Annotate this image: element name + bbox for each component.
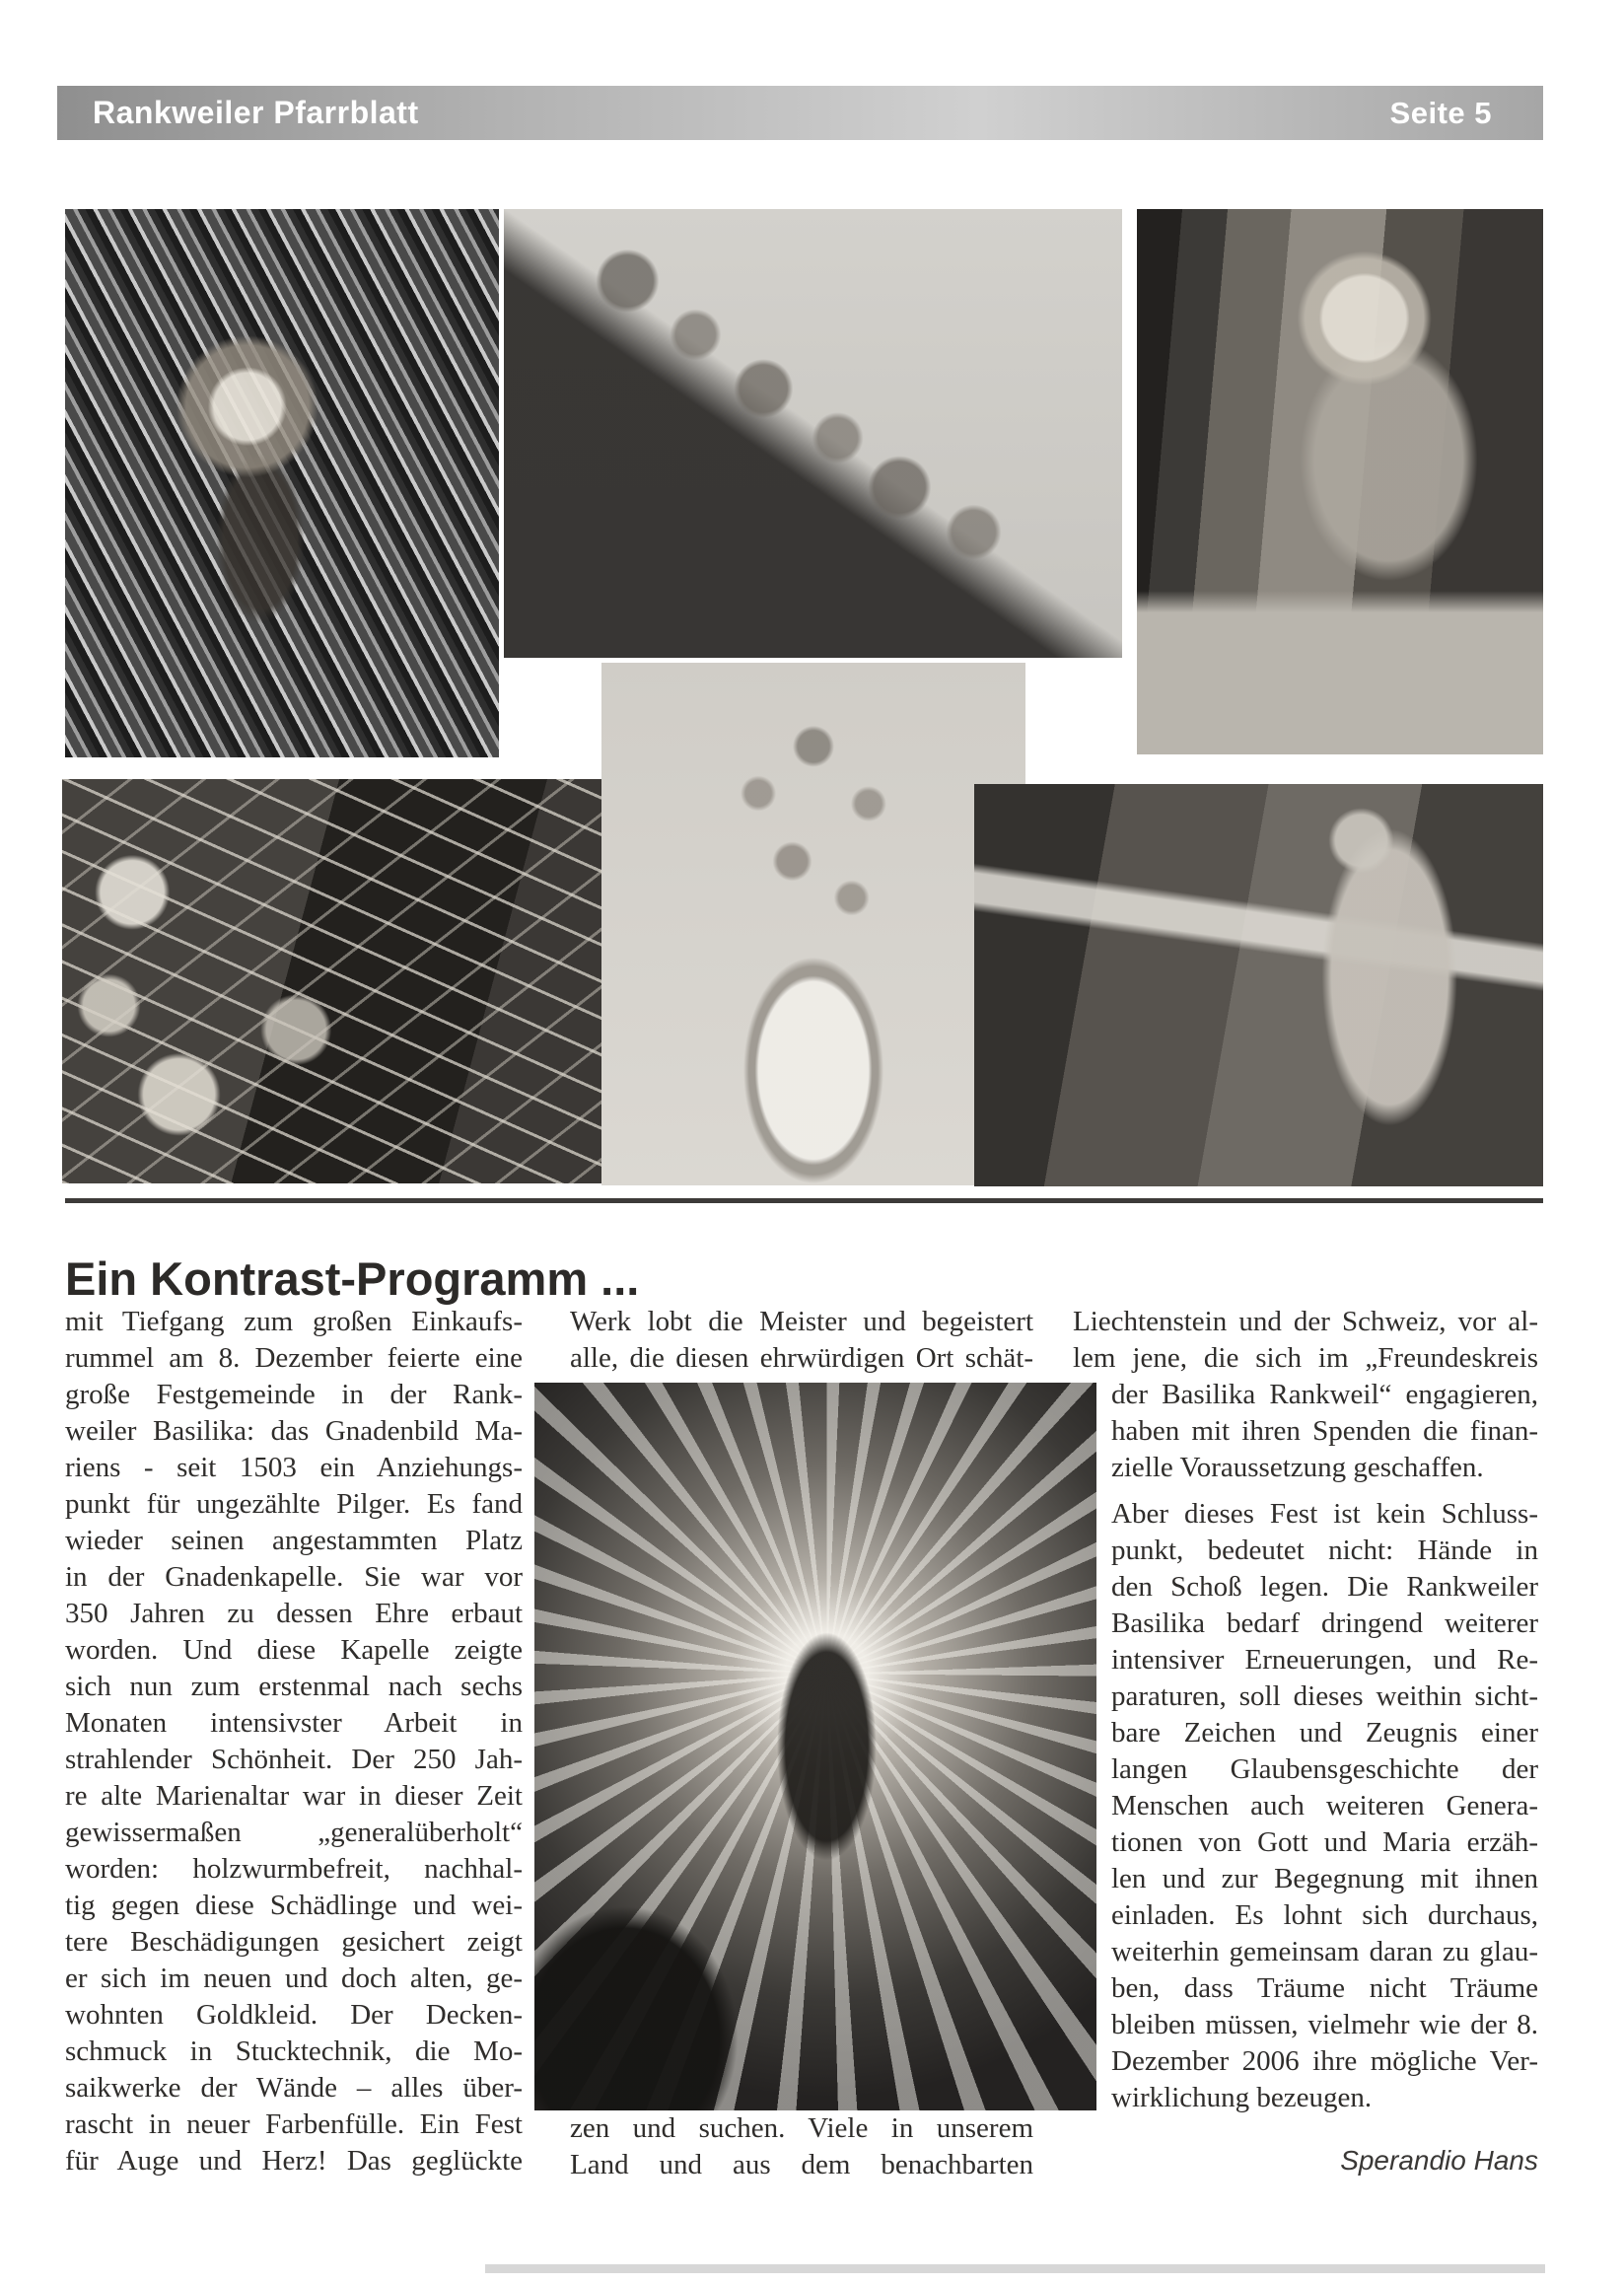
text-line: weiterhin gemeinsam daran zu glau- <box>1111 1936 1538 1967</box>
photo-material-baskets <box>62 779 647 1183</box>
text-line: bare Zeichen und Zeugnis einer <box>1111 1717 1538 1749</box>
text-line: gewissermaßen „generalüberholt“ <box>65 1817 523 1848</box>
text-line: schmuck in Stucktechnik, die Mo- <box>65 2035 523 2067</box>
text-line: wieder seinen angestammten Platz <box>65 1525 523 1556</box>
text-line: re alte Marienaltar war in dieser Zeit <box>65 1780 523 1812</box>
column-1-text <box>65 1304 523 2179</box>
photo-stucco-flower-ornament <box>601 663 1025 1185</box>
text-line: wohnten Goldkleid. Der Decken- <box>65 1999 523 2031</box>
text-line: in der Gnadenkapelle. Sie war vor <box>65 1561 523 1593</box>
text-line: einladen. Es lohnt sich durchaus, <box>1111 1899 1538 1931</box>
text-line: Menschen auch weiteren Genera- <box>1111 1790 1538 1821</box>
text-line: bleiben müssen, vielmehr wie der 8. <box>1111 2009 1538 2040</box>
photo-man-working-on-altar <box>974 784 1543 1186</box>
text-line: intensiver Erneuerungen, und Re- <box>1111 1644 1538 1676</box>
text-line: strahlender Schönheit. Der 250 Jah- <box>65 1744 523 1775</box>
text-line: 350 Jahren zu dessen Ehre erbaut <box>65 1598 523 1629</box>
text-line: große Festgemeinde in der Rank- <box>65 1379 523 1410</box>
text-line: Land und aus dem benachbarten <box>570 2149 1033 2180</box>
text-line: Monaten intensivster Arbeit in <box>65 1707 523 1739</box>
text-line: tig gegen diese Schädlinge und wei- <box>65 1890 523 1921</box>
text-line: rummel am 8. Dezember feierte eine <box>65 1342 523 1374</box>
article-column-1 <box>65 1304 523 2179</box>
article-column-2 <box>534 1304 1096 2183</box>
text-line: langen Glaubensgeschichte der <box>1111 1753 1538 1785</box>
text-line: der Basilika Rankweil“ engagieren, <box>1111 1379 1538 1410</box>
text-line: punkt für ungezählte Pilger. Es fand <box>65 1488 523 1520</box>
column-2-bottom-text <box>570 2110 1033 2183</box>
article-column-3 <box>1073 1304 1538 2178</box>
text-line: lem jene, die sich im „Freundeskreis <box>1073 1342 1538 1374</box>
text-line: alle, die diesen ehrwürdigen Ort schät- <box>570 1342 1033 1374</box>
text-line: tere Beschädigungen gesichert zeigt <box>65 1926 523 1958</box>
text-line: er sich im neuen und doch alten, ge- <box>65 1963 523 1994</box>
text-line: tionen von Gott und Maria erzäh- <box>1111 1826 1538 1858</box>
text-line: riens - seit 1503 ein Anziehungs- <box>65 1452 523 1483</box>
text-line: saikwerke der Wände – alles über- <box>65 2072 523 2104</box>
photo-woman-restorer <box>1137 209 1543 754</box>
header-bar <box>57 86 1543 140</box>
text-line: für Auge und Herz! Das geglückte <box>65 2145 523 2177</box>
newsletter-title: Rankweiler Pfarrblatt <box>93 95 419 130</box>
column-2-top-text <box>570 1304 1033 1377</box>
text-line: zielle Voraussetzung geschaffen. <box>1111 1452 1484 1483</box>
column-3-intro-text <box>1073 1304 1538 1377</box>
page-bottom-rule <box>485 2264 1545 2273</box>
photo-madonna-altar-sunburst <box>534 1383 1096 2110</box>
text-line: haben mit ihren Spenden die finan- <box>1111 1415 1538 1447</box>
text-line: Liechtenstein und der Schweiz, vor al- <box>1073 1306 1538 1337</box>
text-line: zen und suchen. Viele in unserem <box>570 2112 1033 2144</box>
column-3-paragraph-1-text <box>1111 1377 1538 1486</box>
text-line: Werk lobt die Meister und begeistert <box>570 1306 1033 1337</box>
page-number-label: Seite 5 <box>1389 95 1492 130</box>
photo-altar-cornice-garland <box>504 209 1122 658</box>
text-line: ben, dass Träume nicht Träume <box>1111 1972 1538 2004</box>
text-line: punkt, bedeutet nicht: Hände in <box>1111 1535 1538 1566</box>
divider-rule <box>65 1198 1543 1203</box>
text-line: sich nun zum erstenmal nach sechs <box>65 1671 523 1702</box>
text-line: paraturen, soll dieses weithin sicht- <box>1111 1680 1538 1712</box>
column-3-paragraph-2-text <box>1111 1496 1538 2116</box>
text-line: Aber dieses Fest ist kein Schluss- <box>1111 1498 1538 1530</box>
article-headline: Ein Kontrast-Programm ... <box>65 1252 640 1306</box>
text-line: Basilika bedarf dringend weiterer <box>1111 1607 1538 1639</box>
text-line: Dezember 2006 ihre mögliche Ver- <box>1111 2045 1538 2077</box>
text-line: wirklichung bezeugen. <box>1111 2082 1373 2113</box>
text-line: weiler Basilika: das Gnadenbild Ma- <box>65 1415 523 1447</box>
text-line: rascht in neuer Farbenfülle. Ein Fest <box>65 2108 523 2140</box>
photo-organ-pipes-cherub <box>65 209 499 757</box>
text-line: len und zur Begegnung mit ihnen <box>1111 1863 1538 1894</box>
text-line: mit Tiefgang zum großen Einkaufs- <box>65 1306 523 1337</box>
author-signature: Sperandio Hans <box>1340 2145 1538 2176</box>
text-line: worden. Und diese Kapelle zeigte <box>65 1634 523 1666</box>
text-line: den Schoß legen. Die Rankweiler <box>1111 1571 1538 1603</box>
text-line: worden: holzwurmbefreit, nachhal- <box>65 1853 523 1885</box>
